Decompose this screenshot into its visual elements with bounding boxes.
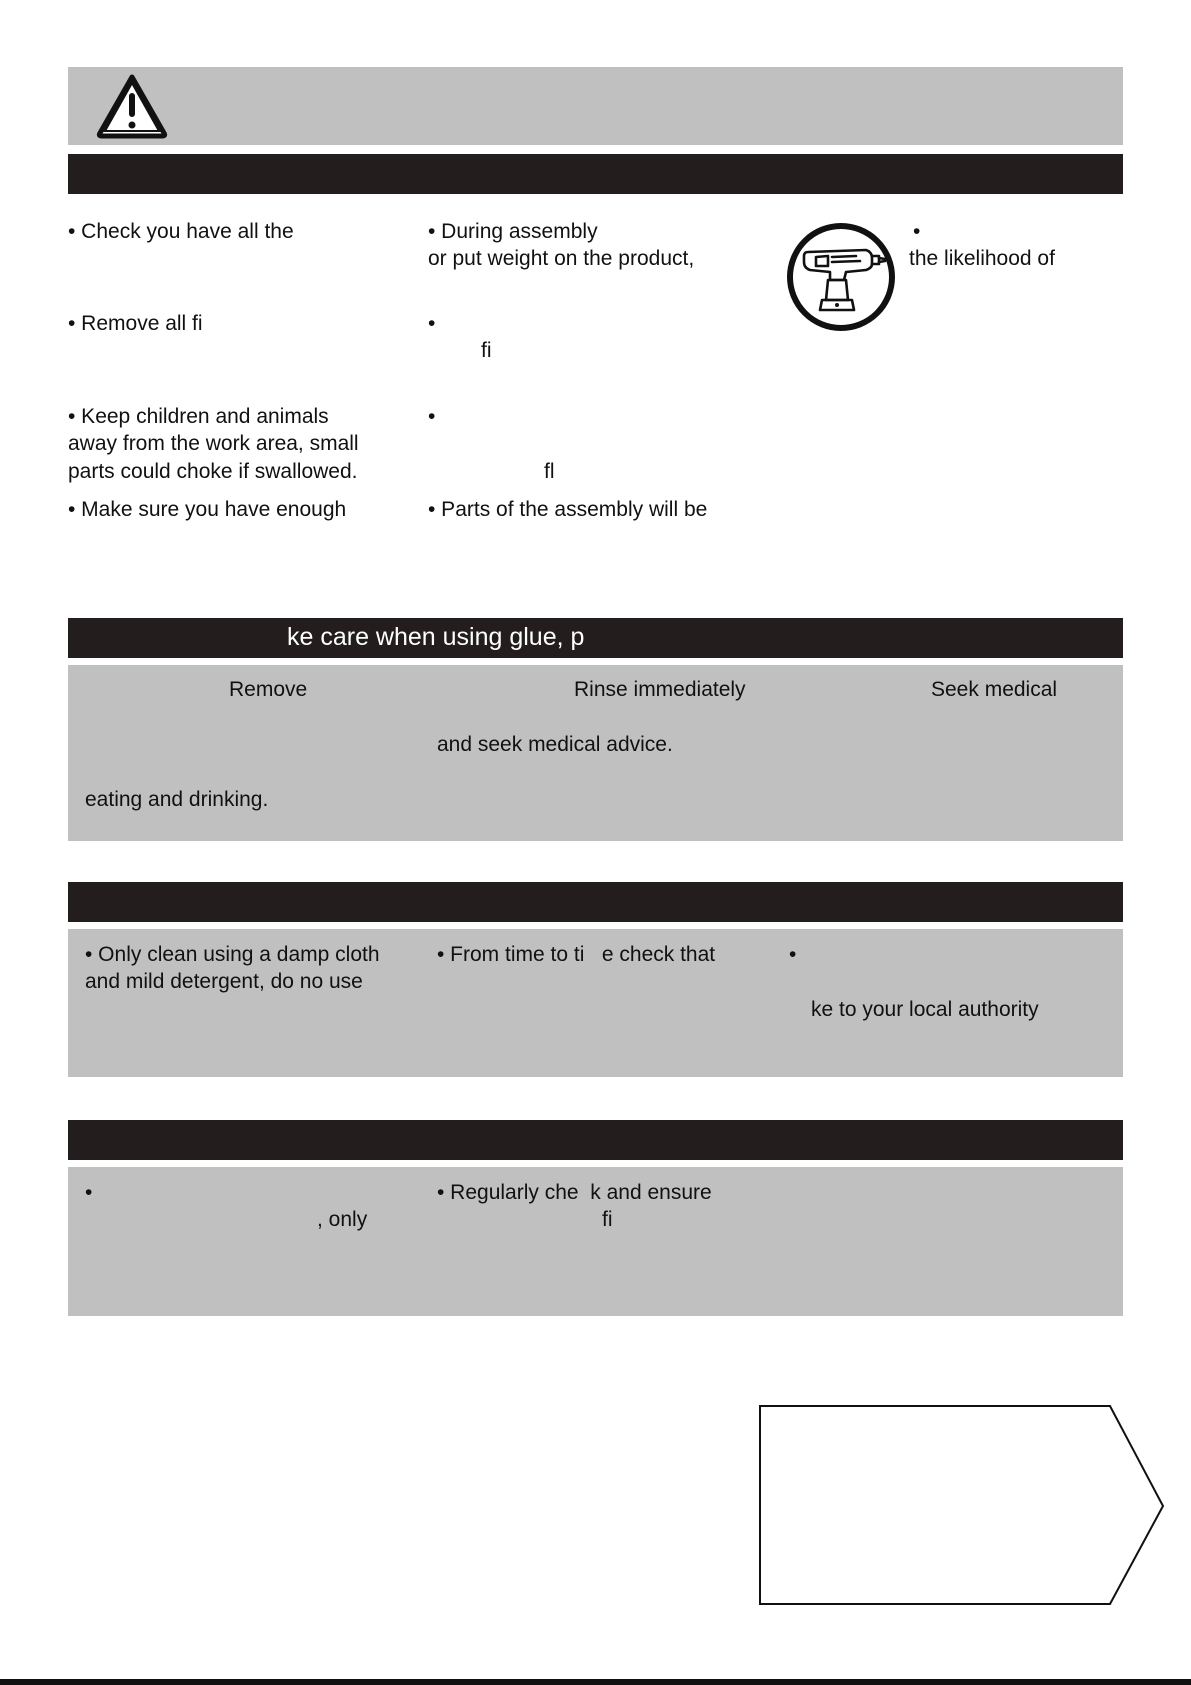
safety-col1-item-1: • Check you have all the — [68, 220, 294, 243]
safety-col1-item-3-line-1: • Keep children and animals — [68, 405, 329, 428]
safety-col2-item-3-fragment: fl — [544, 460, 555, 483]
next-page-arrow-icon — [756, 1404, 1168, 1606]
warning-header-band — [68, 67, 1123, 145]
safety-col2-item-1-line-2: or put weight on the product, — [428, 247, 695, 270]
page-bottom-rule — [0, 1679, 1191, 1685]
warning-triangle-icon — [96, 73, 168, 139]
glue-section-bar — [68, 618, 1123, 658]
safety-col2-item-2-fragment: fi — [481, 339, 492, 362]
care-col1-line-2: and mild detergent, do no use — [85, 970, 363, 993]
fourth-col2-fragment: fi — [602, 1208, 613, 1231]
glue-col1-footer: eating and drinking. — [85, 788, 269, 811]
safety-col2-item-1-line-1: • During assembly — [428, 220, 598, 243]
safety-col3-item-1-bullet: • — [913, 220, 921, 243]
care-col3-bullet: • — [789, 943, 797, 966]
glue-col2-body: and seek medical advice. — [437, 733, 673, 756]
care-col1-line-1: • Only clean using a damp cloth — [85, 943, 380, 966]
glue-col1-heading: Remove — [229, 678, 308, 701]
safety-col3-item-1-line-2: the likelihood of — [909, 247, 1055, 270]
fourth-col1-line-2: , only — [317, 1208, 368, 1231]
glue-section-title: ke care when using glue, p — [287, 623, 585, 651]
safety-col2-item-4: • Parts of the assembly will be — [428, 498, 708, 521]
power-drill-icon — [786, 222, 896, 332]
fourth-section-bar — [68, 1120, 1123, 1160]
safety-col1-item-3-line-2: away from the work area, small — [68, 432, 359, 455]
safety-col2-item-3-bullet: • — [428, 405, 436, 428]
care-col2-line-1: • From time to ti e check that — [437, 943, 716, 966]
care-section-bar — [68, 882, 1123, 922]
glue-col2-heading: Rinse immediately — [574, 678, 746, 701]
safety-section-bar — [68, 154, 1123, 194]
safety-col1-item-4: • Make sure you have enough — [68, 498, 347, 521]
fourth-col1-bullet: • — [85, 1181, 93, 1204]
care-col3-line-3: ke to your local authority — [811, 998, 1039, 1021]
fourth-col2-line-1: • Regularly che k and ensure — [437, 1181, 712, 1204]
glue-col3-heading: Seek medical — [931, 678, 1058, 701]
safety-col1-item-2: • Remove all fi — [68, 312, 203, 335]
safety-col1-item-3-line-3: parts could choke if swallowed. — [68, 460, 358, 483]
safety-col2-item-2-bullet: • — [428, 312, 436, 335]
